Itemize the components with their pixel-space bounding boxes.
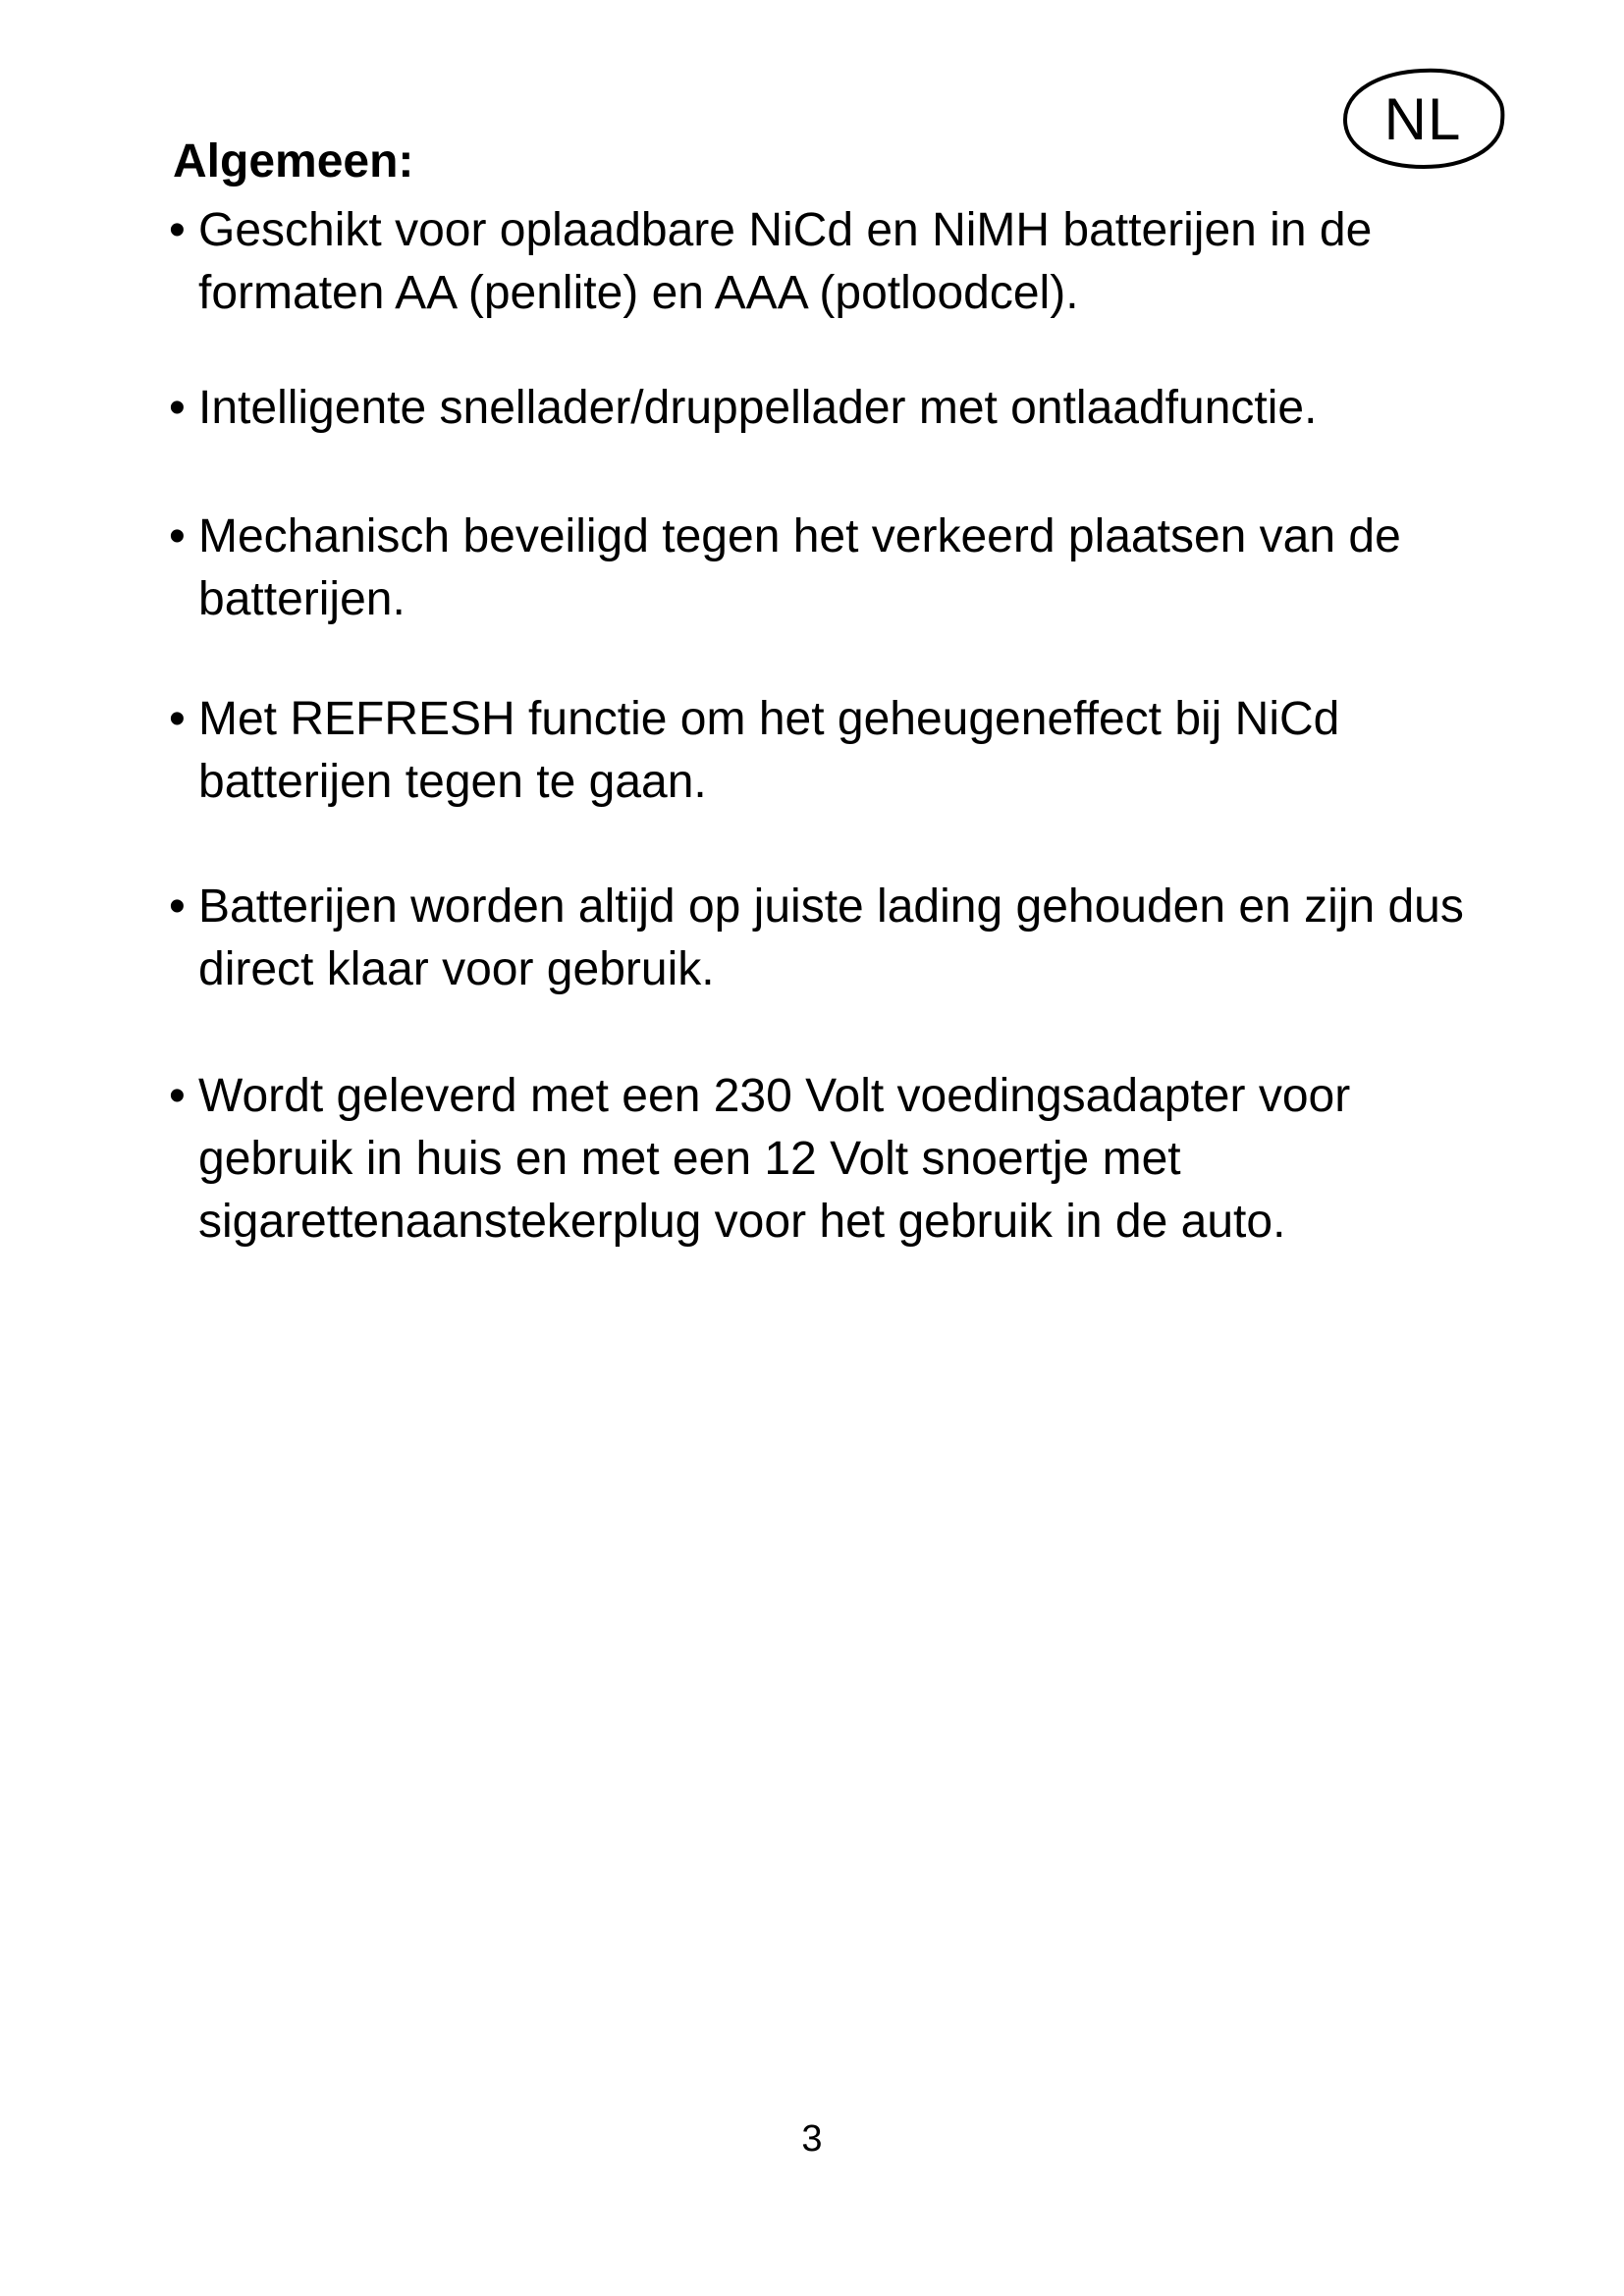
bullet-icon: •	[169, 881, 186, 933]
language-code: NL	[1383, 86, 1462, 152]
list-item-text: Wordt geleverd met een 230 Volt voedingsadapter voor gebruik in huis en met een 12 Volt snoertje met sigarettenaanstekerplug voor het gebruik in de auto.	[198, 1070, 1351, 1248]
bullet-icon: •	[169, 510, 186, 562]
list-item-text: Geschikt voor oplaadbare NiCd en NiMH batterijen in de formaten AA (penlite) en AAA (potloodcel).	[198, 204, 1373, 319]
bullet-icon: •	[169, 204, 186, 256]
page-number: 3	[801, 2118, 823, 2160]
list-item-text: Batterijen worden altijd op juiste lading gehouden en zijn dus direct klaar voor gebruik.	[198, 881, 1464, 995]
list-item	[169, 1065, 1504, 1254]
bullet-icon: •	[169, 1070, 186, 1122]
bullet-icon: •	[169, 382, 186, 434]
language-badge	[1335, 65, 1510, 175]
bullet-icon: •	[169, 693, 186, 745]
list-item-text: Met REFRESH functie om het geheugeneffect bij NiCd batterijen tegen te gaan.	[198, 693, 1340, 808]
list-item	[169, 506, 1504, 631]
list-item-text: Intelligente snellader/druppellader met ontlaadfunctie.	[198, 382, 1318, 434]
list-item	[169, 199, 1504, 325]
list-item	[169, 377, 1504, 440]
list-item	[169, 876, 1504, 1001]
section-heading: Algemeen:	[173, 135, 414, 187]
list-item	[169, 688, 1504, 814]
list-item-text: Mechanisch beveiligd tegen het verkeerd plaatsen van de batterijen.	[198, 510, 1401, 625]
